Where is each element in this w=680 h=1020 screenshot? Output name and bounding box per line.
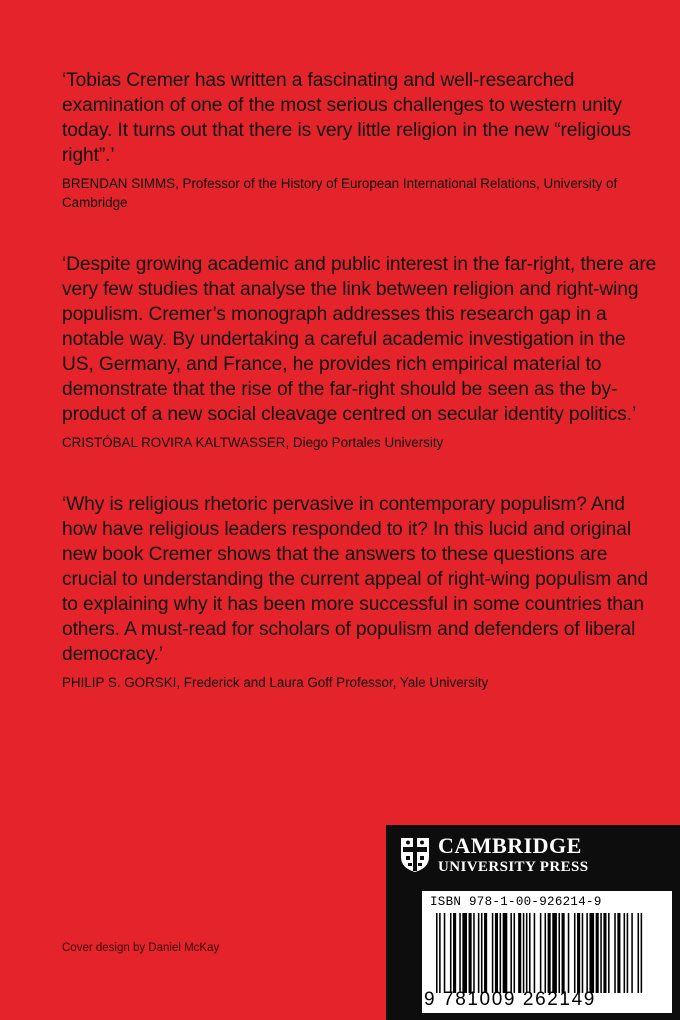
- quote-text: ‘Tobias Cremer has written a fascinating and well-researched examination of one of the most serious challenges to western unity today. It turns out that there is very little religion in the new “religious right”.’: [62, 70, 632, 166]
- quote-author: CRISTÓBAL ROVIRA KALTWASSER: [62, 435, 286, 450]
- endorsement-3: [62, 492, 662, 692]
- barcode-bars: [432, 913, 666, 993]
- publisher-name: [438, 834, 588, 876]
- quote-attribution: [62, 673, 662, 692]
- quote-text: ‘Despite growing academic and public interest in the far-right, there are very few studies that analyse the link between religion and right-wing populism. Cremer’s monograph addresses this research gap in a notable way. By undertaking a careful academic investigation in the US, Germany, and France, he provides rich empirical material to demonstrate that the rise of the far-right should be seen as the by-product of a new social cleavage centred on secular identity politics.’: [62, 254, 657, 425]
- quote-affiliation: , Diego Portales University: [285, 435, 444, 450]
- quote-attribution: [62, 433, 662, 452]
- barcode-digits: 9 781009 262149: [424, 989, 596, 1010]
- endorsements: [62, 68, 662, 732]
- publisher-line-1: CAMBRIDGE: [438, 833, 582, 858]
- isbn-label: ISBN 978-1-00-926214-9: [430, 895, 602, 909]
- quote-affiliation: , Frederick and Laura Goff Professor, Yale University: [176, 675, 489, 690]
- publisher-panel: [386, 825, 680, 1020]
- quote-affiliation: , Professor of the History of European International Relations, University of Cambridge: [62, 176, 618, 210]
- cover-design-credit: Cover design by Daniel McKay: [62, 942, 220, 954]
- endorsement-2: [62, 252, 662, 452]
- quote-text: ‘Why is religious rhetoric pervasive in contemporary populism? And how have religious leaders responded to it? In this lucid and original new book Cremer shows that the answers to these questions are crucial to understanding the current appeal of right-wing populism and to explaining why it has been more successful in some countries than others. A must-read for scholars of populism and defenders of liberal democracy.’: [62, 494, 649, 665]
- isbn-barcode: [422, 891, 672, 1013]
- endorsement-1: [62, 68, 662, 212]
- university-crest-icon: [400, 837, 430, 873]
- quote-attribution: [62, 174, 662, 212]
- publisher-line-2: UNIVERSITY PRESS: [438, 859, 589, 875]
- quote-author: BRENDAN SIMMS: [62, 176, 176, 191]
- quote-author: PHILIP S. GORSKI: [62, 675, 177, 690]
